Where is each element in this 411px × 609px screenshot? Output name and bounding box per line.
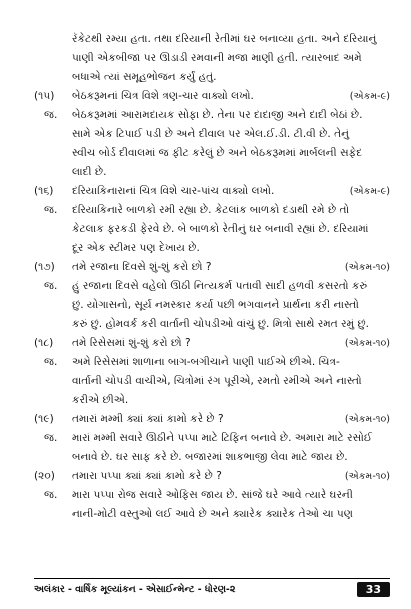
answer-line [34, 448, 390, 467]
question-row [34, 182, 390, 201]
unit-reference: (એકમ-૧૦) [344, 262, 390, 273]
answer-text: દૂર એક સ્ટીમર પણ દેખાય છે. [72, 242, 200, 254]
intro-line: રૅકેટથી રમ્યા હતા. તથા દરિયાની રેતીમાં ઘર બનાવ્યા હતા. અને દરિયાનું [72, 33, 377, 45]
answer-text: બનાવે છે. ઘર સાફ કરે છે. બજારમાં શાકભાજી લેવા માટે જાય છે. [72, 451, 348, 463]
answer-text: મારાં મમ્મી સવારે ઊઠીને પપ્પા માટે ટિફિન બનાવે છે. અમારા માટે રસોઈ [72, 432, 373, 444]
answer-label: જ. [44, 109, 58, 121]
unit-reference: (એકમ-૯) [349, 186, 390, 197]
answer-text: સ્વીચ બોર્ડ દીવાલમાં જ ફીટ કરેલું છે અને બેઠકરૂમમાં માર્બલની સફેદ [72, 147, 363, 159]
intro-line: પાણી એકબીજા પર ઊડાડી રમવાની મજા માણી હતી. ત્યારબાદ અમે [72, 52, 362, 64]
answer-label: જ. [44, 432, 58, 444]
unit-reference: (એકમ-૧૦) [344, 414, 390, 425]
question-text: તમારા પપ્પા ક્યાં ક્યાં કામો કરે છે ? [72, 470, 222, 482]
unit-reference: (એકમ-૯) [349, 91, 390, 102]
answer-label: જ. [44, 280, 58, 292]
question-number: (૨૦) [34, 470, 55, 482]
answer-text: નાની-મોટી વસ્તુઓ લઈ આવે છે અને ક્યારેક ક્યારેક તેઓ ચા પણ [72, 508, 354, 520]
answer-label: જ. [44, 356, 58, 368]
intro-paragraph [34, 30, 390, 87]
answer-text: કરીએ છીએ. [72, 394, 129, 406]
question-row [34, 410, 390, 429]
question-row [34, 87, 390, 106]
unit-reference: (એકમ-૧૦) [344, 338, 390, 349]
question-number: (૧૯) [34, 413, 54, 425]
answer-text: વાર્તાની ચોપડી વાચીએ, ચિત્રોમાં રંગ પૂરીએ, રમતો રમીએ અને નાસ્તો [72, 375, 362, 387]
question-text: તમે રજાના દિવસે શું-શું કરો છો ? [72, 261, 212, 273]
footer-text: અલંકાર - વાર્ષિક મૂલ્યાંકન - એસાઈન્મેન્ટ - ધોરણ-૨ [34, 583, 236, 595]
answer-line [34, 220, 390, 239]
answer-line [34, 106, 390, 125]
question-row [34, 467, 390, 486]
answer-line [34, 505, 390, 524]
answer-text: કેટલાક ફરકડી ફેરવે છે. બે બાળકો રેતીનું ઘર બનાવી રહ્યાં છે. દરિયામાં [72, 223, 369, 235]
answer-line [34, 391, 390, 410]
question-row [34, 334, 390, 353]
qa-block [34, 410, 390, 467]
question-text: તમારાં મમ્મી ક્યાં ક્યાં કામો કરે છે ? [72, 413, 224, 425]
answer-line [34, 277, 390, 296]
answer-line [34, 429, 390, 448]
answer-text: મારા પપ્પા રોજ સવારે ઓફિસ જાય છે. સાંજે ઘરે આવે ત્યારે ઘરની [72, 489, 353, 501]
page-content [34, 30, 390, 524]
answer-text: કરું છું. હોમવર્ક કરી વાર્તાની ચોપડીઓ વાંચું છું. મિત્રો સાથે રમત રમું છું. [72, 318, 370, 330]
question-text: દરિયાકિનારાનાં ચિત્ર વિશે ચાર-પાંચ વાક્યો લખો. [72, 185, 275, 197]
answer-text: છું. યોગાસનો, સૂર્ય નમસ્કાર કર્યા પછી ભગવાનને પ્રાર્થના કરી નાસ્તો [72, 299, 359, 311]
answer-text: હું રજાના દિવસે વહેલો ઊઠી નિત્યકર્મ પતાવી સાદી હળવી કસરતો કરું [72, 280, 368, 292]
answer-line [34, 353, 390, 372]
qa-block [34, 334, 390, 410]
question-number: (૧૮) [34, 337, 54, 349]
answer-text: લાદી છે. [72, 166, 107, 178]
intro-line: બધાએ ત્યાં સમૂહભોજન કર્યું હતું. [72, 71, 217, 83]
answer-line [34, 315, 390, 334]
answer-text: દરિયાકિનારે બાળકો રમી રહ્યા છે. કેટલાંક બાળકો દડાથી રમે છે તો [72, 204, 350, 216]
question-text: તમે રિસેસમાં શું-શું કરો છો ? [72, 337, 191, 349]
question-number: (૧૭) [34, 261, 55, 273]
question-answer-list [34, 87, 390, 524]
answer-label: જ. [44, 489, 58, 501]
qa-block [34, 467, 390, 524]
qa-block [34, 182, 390, 258]
answer-text: બેઠકરૂમમાં આરામદાયક સોફા છે. તેના પર દાદાજી અને દાદી બેઠાં છે. [72, 109, 363, 121]
answer-line [34, 125, 390, 144]
question-number: (૧૫) [34, 90, 55, 102]
answer-text: સામે એક ટિપાઈ પડી છે અને દીવાલ પર એલ.ઈ.ડી. ટી.વી છે. તેનું [72, 128, 350, 140]
qa-block [34, 87, 390, 182]
page-number: 33 [357, 582, 390, 597]
answer-text: અમે રિસેસમાં શાળાના બાગ-બગીચાને પાણી પાઈએ છીએ. ચિત્ર- [72, 356, 340, 368]
answer-label: જ. [44, 204, 58, 216]
answer-line [34, 163, 390, 182]
question-number: (૧૬) [34, 185, 54, 197]
answer-line [34, 201, 390, 220]
answer-line [34, 486, 390, 505]
answer-line [34, 239, 390, 258]
answer-line [34, 144, 390, 163]
answer-line [34, 296, 390, 315]
unit-reference: (એકમ-૧૦) [344, 471, 390, 482]
qa-block [34, 258, 390, 334]
answer-line [34, 372, 390, 391]
page-footer [34, 578, 390, 597]
question-row [34, 258, 390, 277]
question-text: બેઠકરૂમનાં ચિત્ર વિશે ત્રણ-ચાર વાક્યો લખો. [72, 90, 254, 102]
